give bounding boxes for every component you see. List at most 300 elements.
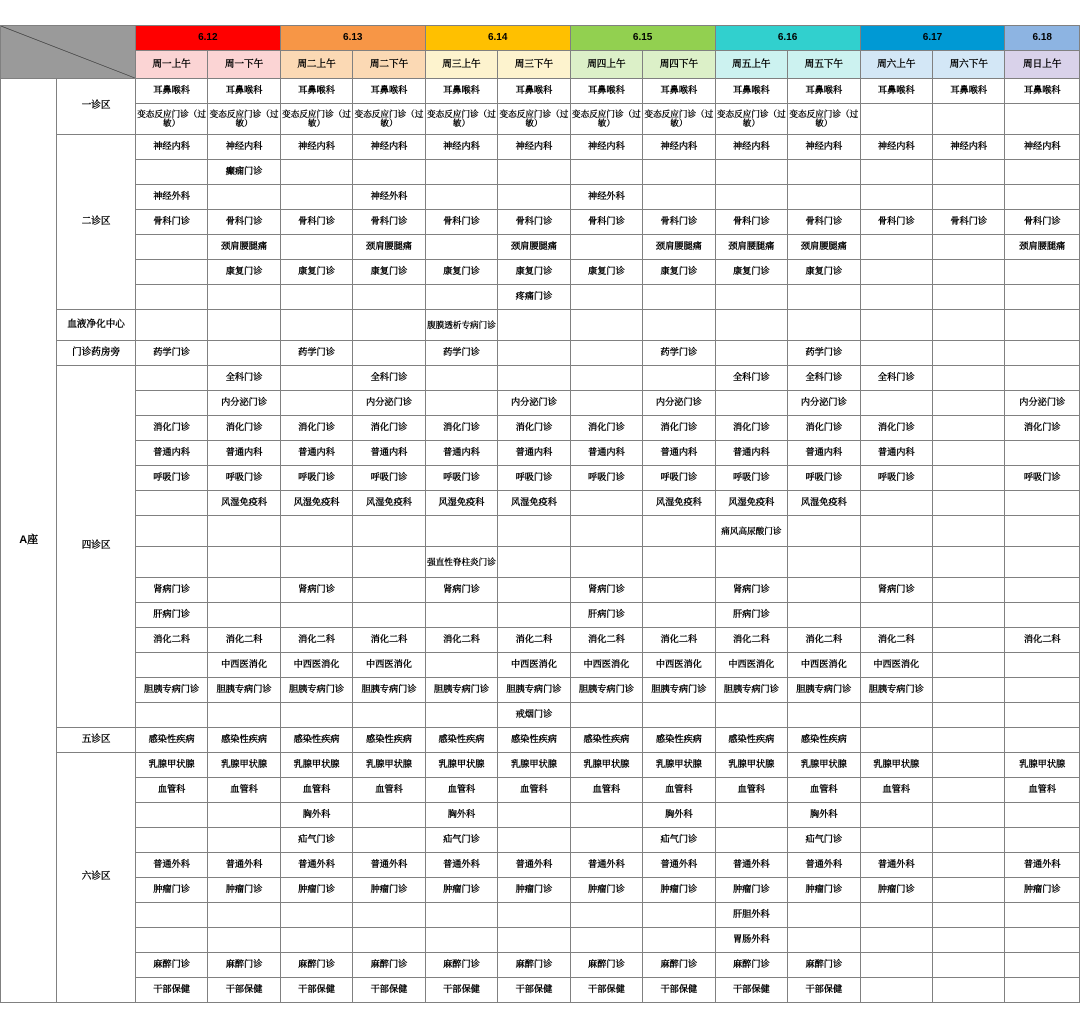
clinic-cell: 胆胰专病门诊 [643, 678, 715, 703]
clinic-cell: 中西医消化 [715, 653, 787, 678]
clinic-cell: 肿瘤门诊 [715, 878, 787, 903]
table-row [1, 828, 1080, 853]
clinic-cell: 肿瘤门诊 [135, 878, 207, 903]
empty-cell [280, 928, 352, 953]
date-header-6-12: 6.12 [135, 26, 280, 51]
empty-cell [208, 928, 280, 953]
clinic-cell: 干部保健 [498, 978, 570, 1003]
empty-cell [1005, 803, 1080, 828]
clinic-cell: 血管科 [643, 778, 715, 803]
clinic-cell: 胆胰专病门诊 [353, 678, 425, 703]
empty-cell [1005, 285, 1080, 310]
clinic-cell: 消化二科 [498, 628, 570, 653]
clinic-cell: 中西医消化 [280, 653, 352, 678]
empty-cell [353, 903, 425, 928]
empty-cell [425, 391, 497, 416]
clinic-cell: 痛风高尿酸门诊 [715, 516, 787, 547]
clinic-cell: 乳腺甲状腺 [643, 753, 715, 778]
empty-cell [715, 160, 787, 185]
empty-cell [280, 310, 352, 341]
clinic-cell: 消化门诊 [425, 416, 497, 441]
clinic-cell: 神经内科 [715, 135, 787, 160]
empty-cell [933, 953, 1005, 978]
clinic-cell: 疝气门诊 [425, 828, 497, 853]
empty-cell [498, 578, 570, 603]
clinic-cell: 感染性疾病 [715, 728, 787, 753]
clinic-cell: 消化门诊 [1005, 416, 1080, 441]
clinic-cell: 呼吸门诊 [788, 466, 860, 491]
clinic-cell: 变态反应门诊（过敏） [570, 104, 642, 135]
clinic-cell: 干部保健 [425, 978, 497, 1003]
outpatient-schedule-table [0, 25, 1080, 1003]
clinic-cell: 感染性疾病 [280, 728, 352, 753]
empty-cell [788, 310, 860, 341]
empty-cell [570, 803, 642, 828]
clinic-cell: 消化门诊 [498, 416, 570, 441]
empty-cell [860, 104, 932, 135]
clinic-cell: 血管科 [788, 778, 860, 803]
empty-cell [1005, 903, 1080, 928]
empty-cell [570, 235, 642, 260]
clinic-cell: 肝病门诊 [715, 603, 787, 628]
clinic-cell: 血管科 [1005, 778, 1080, 803]
clinic-cell: 变态反应门诊（过敏） [353, 104, 425, 135]
clinic-cell: 乳腺甲状腺 [570, 753, 642, 778]
clinic-cell: 胆胰专病门诊 [135, 678, 207, 703]
empty-cell [425, 903, 497, 928]
table-row [1, 728, 1080, 753]
clinic-cell: 耳鼻喉科 [1005, 79, 1080, 104]
empty-cell [643, 928, 715, 953]
clinic-cell: 骨科门诊 [570, 210, 642, 235]
clinic-cell: 普通外科 [498, 853, 570, 878]
clinic-cell: 乳腺甲状腺 [498, 753, 570, 778]
session-header-5: 周三下午 [498, 51, 570, 79]
table-row [1, 79, 1080, 104]
empty-cell [933, 928, 1005, 953]
clinic-cell: 普通外科 [788, 853, 860, 878]
empty-cell [715, 341, 787, 366]
clinic-cell: 神经内科 [280, 135, 352, 160]
empty-cell [570, 903, 642, 928]
clinic-cell: 消化门诊 [570, 416, 642, 441]
empty-cell [933, 853, 1005, 878]
empty-cell [933, 578, 1005, 603]
clinic-cell: 骨科门诊 [425, 210, 497, 235]
clinic-cell: 变态反应门诊（过敏） [643, 104, 715, 135]
empty-cell [280, 235, 352, 260]
empty-cell [860, 260, 932, 285]
session-header-12: 周日上午 [1005, 51, 1080, 79]
empty-cell [353, 928, 425, 953]
clinic-cell: 药学门诊 [788, 341, 860, 366]
empty-cell [933, 285, 1005, 310]
clinic-cell: 干部保健 [208, 978, 280, 1003]
empty-cell [1005, 703, 1080, 728]
date-header-6-17: 6.17 [860, 26, 1005, 51]
empty-cell [643, 547, 715, 578]
empty-cell [933, 603, 1005, 628]
empty-cell [1005, 341, 1080, 366]
empty-cell [570, 310, 642, 341]
clinic-cell: 消化二科 [353, 628, 425, 653]
clinic-cell: 麻醉门诊 [498, 953, 570, 978]
empty-cell [425, 185, 497, 210]
clinic-cell: 胆胰专病门诊 [498, 678, 570, 703]
empty-cell [643, 703, 715, 728]
clinic-cell: 骨科门诊 [860, 210, 932, 235]
clinic-cell: 乳腺甲状腺 [1005, 753, 1080, 778]
clinic-cell: 呼吸门诊 [860, 466, 932, 491]
empty-cell [643, 603, 715, 628]
clinic-cell: 胸外科 [788, 803, 860, 828]
table-row [1, 441, 1080, 466]
clinic-cell: 内分泌门诊 [498, 391, 570, 416]
clinic-cell: 乳腺甲状腺 [280, 753, 352, 778]
clinic-cell: 胆胰专病门诊 [208, 678, 280, 703]
empty-cell [135, 828, 207, 853]
empty-cell [353, 803, 425, 828]
empty-cell [135, 235, 207, 260]
clinic-cell: 肿瘤门诊 [860, 878, 932, 903]
clinic-cell: 感染性疾病 [425, 728, 497, 753]
empty-cell [135, 260, 207, 285]
empty-cell [570, 703, 642, 728]
clinic-cell: 肿瘤门诊 [570, 878, 642, 903]
empty-cell [933, 185, 1005, 210]
empty-cell [208, 516, 280, 547]
empty-cell [570, 928, 642, 953]
clinic-cell: 神经外科 [353, 185, 425, 210]
clinic-cell: 变态反应门诊（过敏） [498, 104, 570, 135]
empty-cell [498, 803, 570, 828]
clinic-cell: 肝病门诊 [570, 603, 642, 628]
table-row [1, 578, 1080, 603]
empty-cell [788, 516, 860, 547]
clinic-cell: 胆胰专病门诊 [280, 678, 352, 703]
clinic-cell: 干部保健 [643, 978, 715, 1003]
clinic-cell: 康复门诊 [208, 260, 280, 285]
date-header-6-14: 6.14 [425, 26, 570, 51]
session-header-1: 周一下午 [208, 51, 280, 79]
table-row [1, 703, 1080, 728]
empty-cell [933, 235, 1005, 260]
clinic-cell: 消化二科 [280, 628, 352, 653]
clinic-cell: 呼吸门诊 [643, 466, 715, 491]
empty-cell [933, 310, 1005, 341]
clinic-cell: 消化门诊 [208, 416, 280, 441]
empty-cell [208, 703, 280, 728]
clinic-cell: 骨科门诊 [933, 210, 1005, 235]
clinic-cell: 神经内科 [208, 135, 280, 160]
clinic-cell: 变态反应门诊（过敏） [208, 104, 280, 135]
empty-cell [353, 603, 425, 628]
empty-cell [788, 285, 860, 310]
table-row [1, 160, 1080, 185]
clinic-cell: 康复门诊 [425, 260, 497, 285]
empty-cell [860, 603, 932, 628]
empty-cell [933, 416, 1005, 441]
empty-cell [933, 728, 1005, 753]
empty-cell [208, 341, 280, 366]
clinic-cell: 肿瘤门诊 [425, 878, 497, 903]
clinic-cell: 中西医消化 [498, 653, 570, 678]
clinic-cell: 消化二科 [570, 628, 642, 653]
clinic-cell: 耳鼻喉科 [135, 79, 207, 104]
empty-cell [425, 235, 497, 260]
empty-cell [1005, 828, 1080, 853]
corner-header-cell [1, 26, 136, 79]
empty-cell [135, 803, 207, 828]
empty-cell [208, 803, 280, 828]
clinic-cell: 感染性疾病 [570, 728, 642, 753]
clinic-cell: 疝气门诊 [643, 828, 715, 853]
empty-cell [933, 260, 1005, 285]
table-row [1, 603, 1080, 628]
clinic-cell: 胆胰专病门诊 [425, 678, 497, 703]
empty-cell [715, 703, 787, 728]
empty-cell [135, 928, 207, 953]
clinic-cell: 消化二科 [135, 628, 207, 653]
empty-cell [933, 341, 1005, 366]
empty-cell [860, 978, 932, 1003]
clinic-cell: 骨科门诊 [280, 210, 352, 235]
empty-cell [715, 391, 787, 416]
clinic-cell: 普通内科 [208, 441, 280, 466]
empty-cell [860, 928, 932, 953]
clinic-cell: 普通外科 [860, 853, 932, 878]
clinic-cell: 癫痫门诊 [208, 160, 280, 185]
empty-cell [643, 516, 715, 547]
clinic-cell: 康复门诊 [498, 260, 570, 285]
clinic-cell: 康复门诊 [715, 260, 787, 285]
clinic-cell: 消化二科 [788, 628, 860, 653]
clinic-cell: 中西医消化 [643, 653, 715, 678]
clinic-cell: 全科门诊 [715, 366, 787, 391]
clinic-cell: 全科门诊 [353, 366, 425, 391]
clinic-cell: 血管科 [208, 778, 280, 803]
empty-cell [1005, 928, 1080, 953]
empty-cell [135, 903, 207, 928]
area-label-门诊药房旁: 门诊药房旁 [57, 341, 136, 366]
empty-cell [570, 366, 642, 391]
empty-cell [1005, 953, 1080, 978]
clinic-cell: 药学门诊 [280, 341, 352, 366]
clinic-cell: 感染性疾病 [788, 728, 860, 753]
empty-cell [933, 366, 1005, 391]
clinic-cell: 康复门诊 [643, 260, 715, 285]
clinic-cell: 风湿免疫科 [353, 491, 425, 516]
clinic-cell: 神经内科 [425, 135, 497, 160]
clinic-cell: 胸外科 [280, 803, 352, 828]
empty-cell [643, 160, 715, 185]
clinic-cell: 普通内科 [425, 441, 497, 466]
empty-cell [1005, 516, 1080, 547]
empty-cell [643, 310, 715, 341]
empty-cell [933, 491, 1005, 516]
empty-cell [135, 160, 207, 185]
empty-cell [570, 828, 642, 853]
empty-cell [425, 653, 497, 678]
empty-cell [788, 903, 860, 928]
clinic-cell: 普通外科 [135, 853, 207, 878]
empty-cell [280, 391, 352, 416]
clinic-cell: 感染性疾病 [498, 728, 570, 753]
clinic-cell: 普通内科 [280, 441, 352, 466]
empty-cell [208, 828, 280, 853]
empty-cell [1005, 728, 1080, 753]
clinic-cell: 普通外科 [353, 853, 425, 878]
clinic-cell: 普通内科 [353, 441, 425, 466]
clinic-cell: 变态反应门诊（过敏） [135, 104, 207, 135]
clinic-cell: 肾病门诊 [280, 578, 352, 603]
empty-cell [933, 703, 1005, 728]
clinic-cell: 肝胆外科 [715, 903, 787, 928]
date-header-row [1, 26, 1080, 51]
table-row [1, 235, 1080, 260]
empty-cell [280, 703, 352, 728]
clinic-cell: 普通外科 [715, 853, 787, 878]
clinic-cell: 血管科 [280, 778, 352, 803]
table-body [1, 79, 1080, 1003]
date-header-6-15: 6.15 [570, 26, 715, 51]
empty-cell [715, 547, 787, 578]
clinic-cell: 消化二科 [425, 628, 497, 653]
empty-cell [643, 903, 715, 928]
empty-cell [788, 603, 860, 628]
clinic-cell: 风湿免疫科 [280, 491, 352, 516]
clinic-cell: 普通外科 [280, 853, 352, 878]
clinic-cell: 骨科门诊 [715, 210, 787, 235]
clinic-cell: 肿瘤门诊 [1005, 878, 1080, 903]
empty-cell [425, 703, 497, 728]
empty-cell [1005, 578, 1080, 603]
empty-cell [1005, 678, 1080, 703]
table-row [1, 928, 1080, 953]
empty-cell [860, 341, 932, 366]
empty-cell [208, 603, 280, 628]
clinic-cell: 感染性疾病 [353, 728, 425, 753]
empty-cell [135, 310, 207, 341]
empty-cell [1005, 653, 1080, 678]
clinic-cell: 感染性疾病 [643, 728, 715, 753]
empty-cell [933, 978, 1005, 1003]
empty-cell [353, 160, 425, 185]
table-row [1, 491, 1080, 516]
clinic-cell: 神经外科 [135, 185, 207, 210]
empty-cell [135, 391, 207, 416]
clinic-cell: 胸外科 [425, 803, 497, 828]
empty-cell [280, 285, 352, 310]
clinic-cell: 内分泌门诊 [1005, 391, 1080, 416]
clinic-cell: 康复门诊 [570, 260, 642, 285]
clinic-cell: 普通外科 [425, 853, 497, 878]
session-header-11: 周六下午 [933, 51, 1005, 79]
empty-cell [933, 778, 1005, 803]
clinic-cell: 血管科 [860, 778, 932, 803]
empty-cell [933, 803, 1005, 828]
area-label-六诊区: 六诊区 [57, 753, 136, 1003]
table-row [1, 416, 1080, 441]
clinic-cell: 中西医消化 [788, 653, 860, 678]
clinic-cell: 消化二科 [1005, 628, 1080, 653]
empty-cell [788, 928, 860, 953]
table-row [1, 547, 1080, 578]
empty-cell [715, 310, 787, 341]
clinic-cell: 风湿免疫科 [498, 491, 570, 516]
session-header-2: 周二上午 [280, 51, 352, 79]
clinic-cell: 麻醉门诊 [788, 953, 860, 978]
clinic-cell: 中西医消化 [208, 653, 280, 678]
empty-cell [933, 104, 1005, 135]
empty-cell [1005, 160, 1080, 185]
empty-cell [135, 516, 207, 547]
empty-cell [788, 578, 860, 603]
empty-cell [425, 928, 497, 953]
clinic-cell: 感染性疾病 [135, 728, 207, 753]
clinic-cell: 肿瘤门诊 [643, 878, 715, 903]
clinic-cell: 消化门诊 [135, 416, 207, 441]
clinic-cell: 呼吸门诊 [280, 466, 352, 491]
empty-cell [1005, 978, 1080, 1003]
empty-cell [860, 803, 932, 828]
diagonal-divider-icon [1, 26, 135, 78]
empty-cell [498, 547, 570, 578]
clinic-cell: 消化门诊 [353, 416, 425, 441]
empty-cell [208, 310, 280, 341]
clinic-cell: 康复门诊 [280, 260, 352, 285]
empty-cell [1005, 104, 1080, 135]
session-header-3: 周二下午 [353, 51, 425, 79]
empty-cell [933, 753, 1005, 778]
table-row [1, 628, 1080, 653]
clinic-cell: 消化二科 [208, 628, 280, 653]
empty-cell [353, 516, 425, 547]
empty-cell [860, 728, 932, 753]
table-row [1, 185, 1080, 210]
clinic-cell: 血管科 [135, 778, 207, 803]
clinic-cell: 全科门诊 [788, 366, 860, 391]
empty-cell [1005, 310, 1080, 341]
clinic-cell: 干部保健 [715, 978, 787, 1003]
clinic-cell: 呼吸门诊 [425, 466, 497, 491]
clinic-cell: 内分泌门诊 [643, 391, 715, 416]
clinic-cell: 神经内科 [788, 135, 860, 160]
empty-cell [570, 341, 642, 366]
clinic-cell: 内分泌门诊 [353, 391, 425, 416]
clinic-cell: 肾病门诊 [135, 578, 207, 603]
empty-cell [1005, 185, 1080, 210]
clinic-cell: 肿瘤门诊 [788, 878, 860, 903]
clinic-cell: 消化门诊 [643, 416, 715, 441]
table-row [1, 803, 1080, 828]
clinic-cell: 普通内科 [570, 441, 642, 466]
session-header-9: 周五下午 [788, 51, 860, 79]
table-row [1, 466, 1080, 491]
clinic-cell: 耳鼻喉科 [208, 79, 280, 104]
clinic-cell: 药学门诊 [425, 341, 497, 366]
clinic-cell: 中西医消化 [570, 653, 642, 678]
clinic-cell: 神经内科 [353, 135, 425, 160]
empty-cell [570, 391, 642, 416]
clinic-cell: 麻醉门诊 [353, 953, 425, 978]
empty-cell [498, 341, 570, 366]
clinic-cell: 耳鼻喉科 [715, 79, 787, 104]
empty-cell [280, 160, 352, 185]
clinic-cell: 肾病门诊 [425, 578, 497, 603]
clinic-cell: 风湿免疫科 [788, 491, 860, 516]
area-label-五诊区: 五诊区 [57, 728, 136, 753]
